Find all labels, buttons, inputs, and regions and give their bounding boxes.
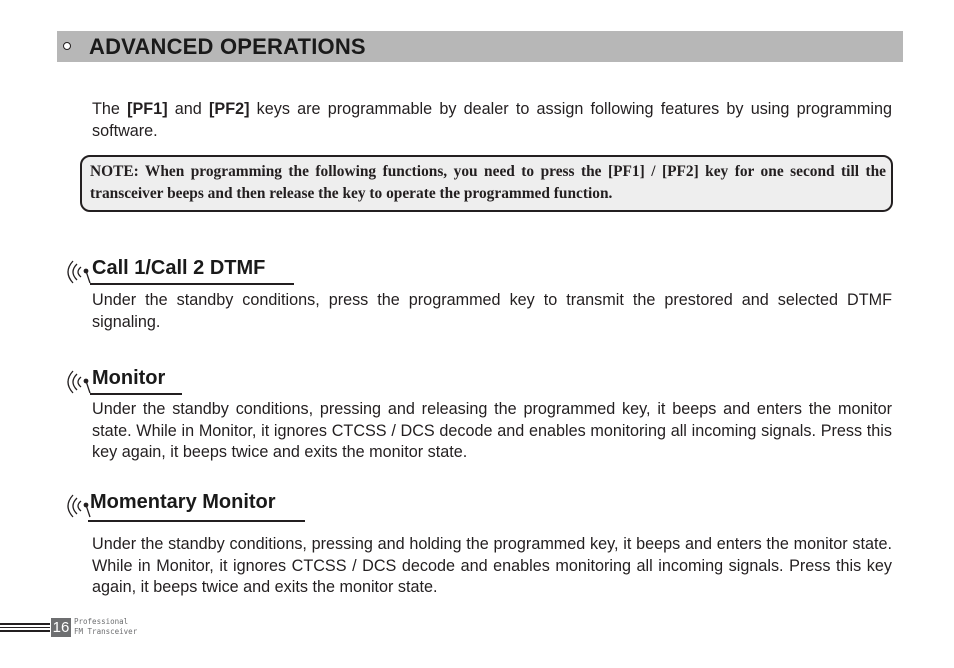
circle-bullet-icon (63, 42, 71, 50)
section-title: Momentary Monitor (90, 491, 276, 513)
section-title: Call 1/Call 2 DTMF (92, 257, 266, 279)
section-header-bar (57, 31, 903, 62)
intro-text-end: keys are programmable by dealer to assign following features by using programming software. (92, 100, 892, 140)
pf1-key-label: [PF1] (127, 100, 168, 118)
page-title: ADVANCED OPERATIONS (89, 34, 366, 59)
section-body-monitor: Under the standby conditions, pressing and releasing the programmed key, it beeps and enters the monitor state. While in Monitor, it ignores CTCSS / DCS decode and enables monitoring all incoming signals. Press this key again, it beeps twice and exits the monitor state. (92, 400, 892, 461)
section-underline (88, 520, 305, 522)
footer-rule (0, 623, 50, 633)
radio-waves-icon (62, 257, 92, 287)
intro-text-and: and (167, 100, 209, 118)
section-heading-monitor (62, 367, 192, 397)
section-heading-momentary-monitor (62, 491, 312, 521)
radio-waves-icon (62, 367, 92, 397)
note-text: NOTE: When programming the following functions, you need to press the [PF1] / [PF2] key for one second till the transceiver beeps and then release the key to operate the programmed function. (90, 163, 886, 202)
section-title: Monitor (92, 367, 166, 389)
section-heading-call-dtmf (62, 257, 302, 287)
pf2-key-label: [PF2] (209, 100, 250, 118)
section-underline (90, 393, 182, 395)
radio-waves-icon (62, 491, 92, 521)
page-number: 16 (52, 619, 70, 636)
footer-line-2: FM Transceiver (74, 627, 138, 636)
intro-paragraph (92, 99, 892, 142)
footer-caption (74, 617, 137, 637)
section-body-call-dtmf: Under the standby conditions, press the programmed key to transmit the prestored and selected DTMF signaling. (92, 291, 892, 331)
note-box (80, 155, 893, 212)
section-underline (90, 283, 294, 285)
intro-text-start: The (92, 100, 128, 118)
section-body-momentary-monitor: Under the standby conditions, pressing and holding the programmed key, it beeps and enters the monitor state. While in Monitor, it ignores CTCSS / DCS decode and enables monitoring all incoming signals. Press this key again, it beeps twice and exits the monitor state. (92, 535, 892, 596)
footer-line-1: Professional (74, 617, 129, 626)
